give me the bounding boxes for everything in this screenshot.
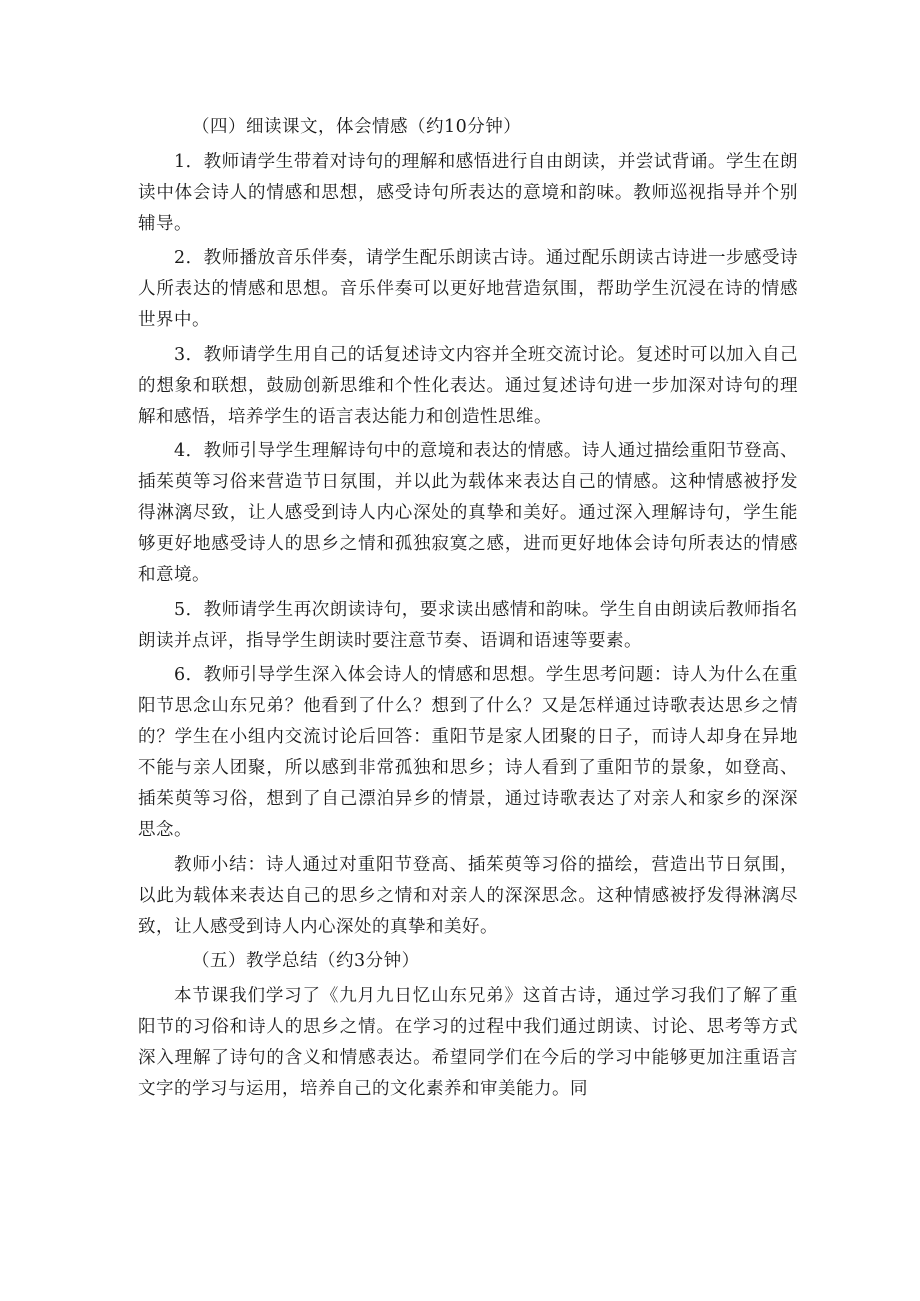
section-heading-5: （五）教学总结（约3分钟）	[192, 951, 420, 971]
document-body	[138, 112, 798, 1108]
paragraph-3: 3．教师请学生用自己的话复述诗文内容并全班交流讨论。复述时可以加入自己的想象和联想，鼓励创新思维和个性化表达。通过复述诗句进一步加深对诗句的理解和感悟，培养学生的语言表达能力和创造性思维。	[138, 344, 798, 427]
paragraph-5: 5．教师请学生再次朗读诗句，要求读出感情和韵味。学生自由朗读后教师指名朗读并点评，指导学生朗读时要注意节奏、语调和语速等要素。	[138, 599, 798, 651]
paragraph-4: 4．教师引导学生理解诗句中的意境和表达的情感。诗人通过描绘重阳节登高、插茱萸等习俗来营造节日氛围，并以此为载体来表达自己的情感。这种情感被抒发得淋漓尽致，让人感受到诗人内心深处的真挚和美好。通过深入理解诗句，学生能够更好地感受诗人的思乡之情和孤独寂寞之感，进而更好地体会诗句所表达的情感和意境。	[138, 441, 798, 585]
paragraph-2: 2．教师播放音乐伴奏，请学生配乐朗读古诗。通过配乐朗读古诗进一步感受诗人所表达的情感和思想。音乐伴奏可以更好地营造氛围，帮助学生沉浸在诗的情感世界中。	[138, 248, 798, 330]
lesson-summary-paragraph: 本节课我们学习了《九月九日忆山东兄弟》这首古诗，通过学习我们了解了重阳节的习俗和诗人的思乡之情。在学习的过程中我们通过朗读、讨论、思考等方式深入理解了诗句的含义和情感表达。希望同学们在今后的学习中能够更加注重语言文字的学习与运用，培养自己的文化素养和审美能力。同	[138, 985, 798, 1099]
paragraph-1: 1．教师请学生带着对诗句的理解和感悟进行自由朗读，并尝试背诵。学生在朗读中体会诗人的情感和思想，感受诗句所表达的意境和韵味。教师巡视指导并个别辅导。	[138, 151, 798, 234]
section-heading-4: （四）细读课文，体会情感（约10分钟）	[192, 117, 522, 137]
teacher-summary-paragraph: 教师小结：诗人通过对重阳节登高、插茱萸等习俗的描绘，营造出节日氛围，以此为载体来表达自己的思乡之情和对亲人的深深思念。这种情感被抒发得淋漓尽致，让人感受到诗人内心深处的真挚和美好。	[138, 854, 798, 937]
paragraph-6: 6．教师引导学生深入体会诗人的情感和思想。学生思考问题：诗人为什么在重阳节思念山东兄弟？他看到了什么？想到了什么？又是怎样通过诗歌表达思乡之情的？学生在小组内交流讨论后回答：重阳节是家人团聚的日子，而诗人却身在异地不能与亲人团聚，所以感到非常孤独和思乡；诗人看到了重阳节的景象，如登高、插茱萸等习俗，想到了自己漂泊异乡的情景，通过诗歌表达了对亲人和家乡的深深思念。	[138, 665, 798, 840]
